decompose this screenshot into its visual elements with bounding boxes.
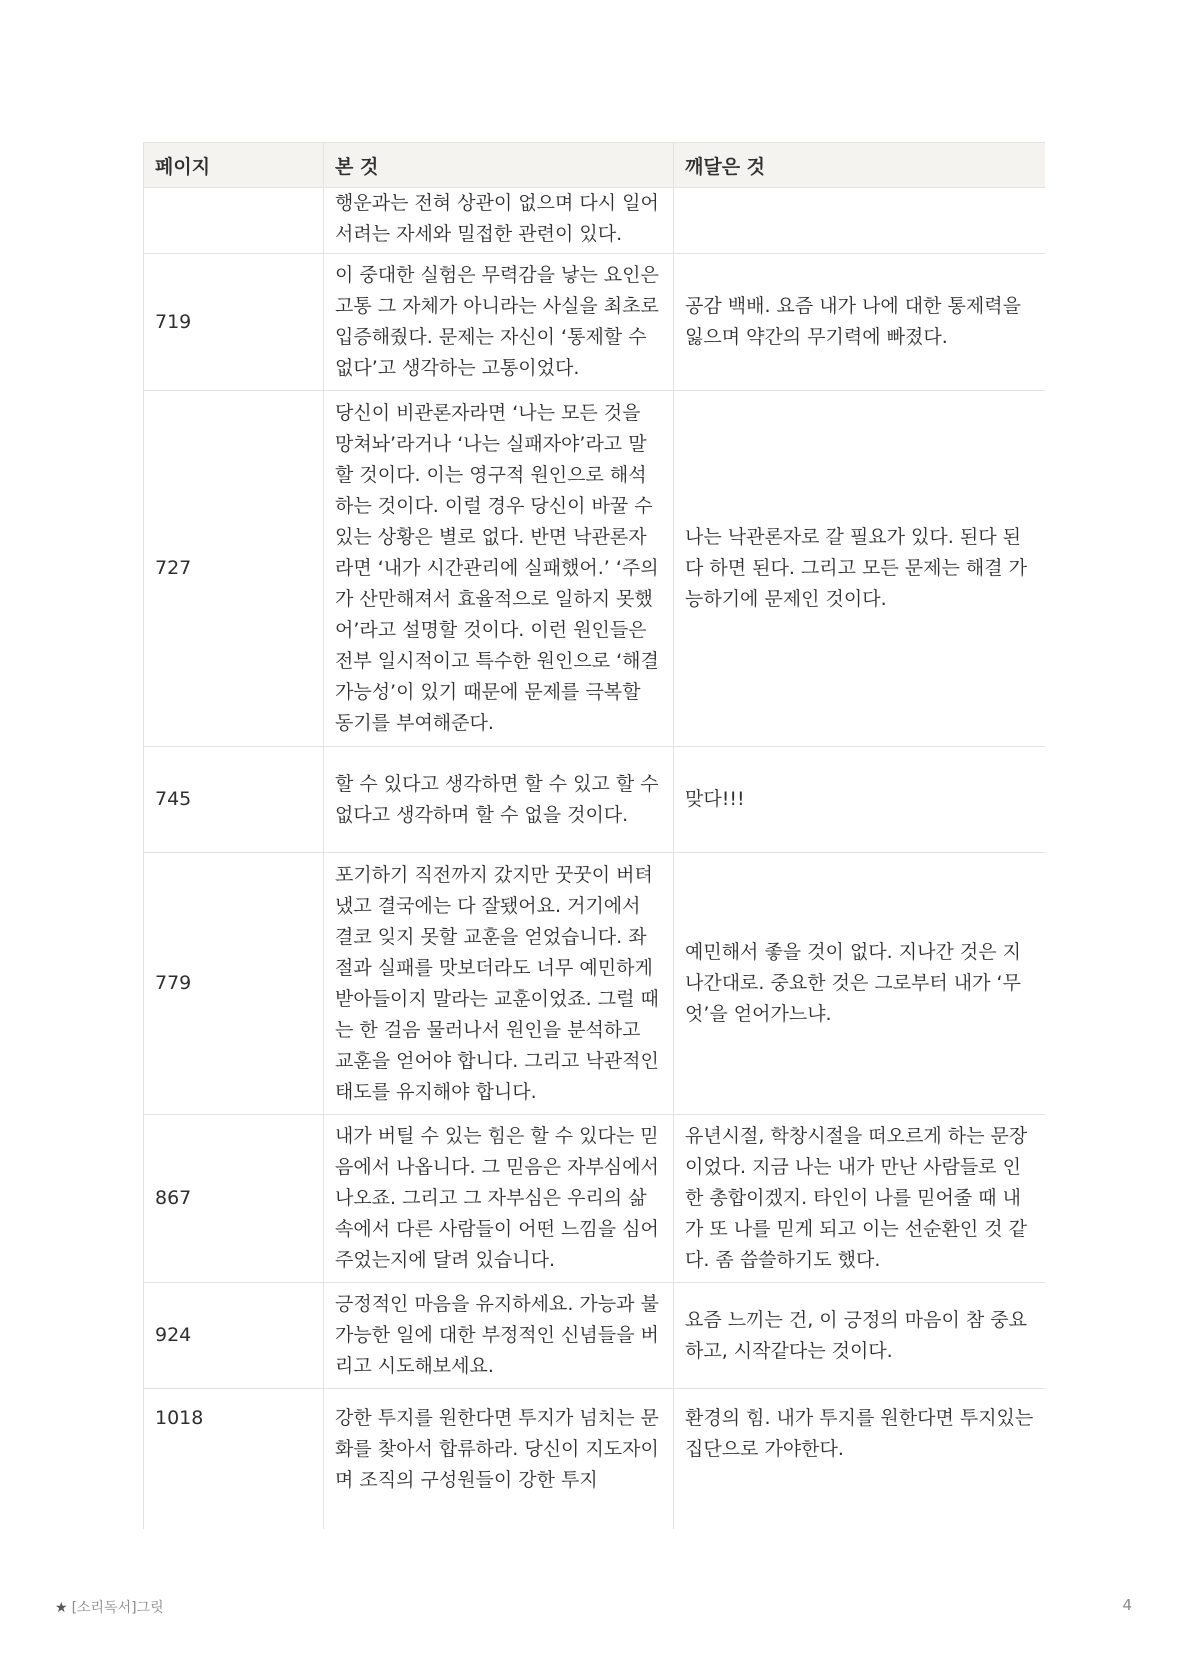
row-realized: 환경의 힘. 내가 투지를 원한다면 투지있는 집단으로 가야한다. <box>674 1389 1046 1530</box>
row-realized: 공감 백배. 요즘 내가 나에 대한 통제력을 잃으며 약간의 무기력에 빠졌다. <box>674 254 1046 391</box>
row-realized: 요즘 느끼는 건, 이 긍정의 마음이 참 중요하고, 시작같다는 것이다. <box>674 1283 1046 1389</box>
table-header-row <box>144 143 1046 188</box>
star-icon: ★ <box>55 1600 68 1616</box>
page-number: 4 <box>1122 1596 1132 1614</box>
table-row <box>144 254 1046 391</box>
row-realized: 나는 낙관론자로 갈 필요가 있다. 된다 된다 하면 된다. 그리고 모든 문제는 해결 가능하기에 문제인 것이다. <box>674 391 1046 747</box>
row-page: 1018 <box>144 1389 324 1530</box>
row-page: 867 <box>144 1115 324 1283</box>
header-page: 페이지 <box>144 143 324 188</box>
notes-table-wrapper <box>143 142 1045 1529</box>
table-row <box>144 1283 1046 1389</box>
document-footer-title <box>55 1597 164 1617</box>
table-row <box>144 1115 1046 1283</box>
row-seen: 행운과는 전혀 상관이 없으며 다시 일어서려는 자세와 밀접한 관련이 있다. <box>324 188 674 254</box>
table-row <box>144 853 1046 1115</box>
table-row <box>144 1389 1046 1530</box>
row-page: 779 <box>144 853 324 1115</box>
reading-notes-table <box>143 142 1045 1529</box>
document-title: [소리독서]그릿 <box>71 1600 164 1616</box>
row-seen: 이 중대한 실험은 무력감을 낳는 요인은 고통 그 자체가 아니라는 사실을 최초로 입증해줬다. 문제는 자신이 ‘통제할 수 없다’고 생각하는 고통이었다. <box>324 254 674 391</box>
row-page <box>144 188 324 254</box>
row-realized: 유년시절, 학창시절을 떠오르게 하는 문장이었다. 지금 나는 내가 만난 사람들로 인한 총합이겠지. 타인이 나를 믿어줄 때 내가 또 나를 믿게 되고 이는 선순환인 것 같다. 좀 씁쓸하기도 했다. <box>674 1115 1046 1283</box>
row-realized: 예민해서 좋을 것이 없다. 지나간 것은 지나간대로. 중요한 것은 그로부터 내가 ‘무엇’을 얻어가느냐. <box>674 853 1046 1115</box>
row-seen: 긍정적인 마음을 유지하세요. 가능과 불가능한 일에 대한 부정적인 신념들을 버리고 시도해보세요. <box>324 1283 674 1389</box>
table-row <box>144 747 1046 853</box>
row-realized: 맞다!!! <box>674 747 1046 853</box>
row-realized <box>674 188 1046 254</box>
row-page: 719 <box>144 254 324 391</box>
row-seen: 할 수 있다고 생각하면 할 수 있고 할 수 없다고 생각하며 할 수 없을 것이다. <box>324 747 674 853</box>
row-seen: 당신이 비관론자라면 ‘나는 모든 것을 망쳐놔’라거나 ‘나는 실패자야’라고 말할 것이다. 이는 영구적 원인으로 해석하는 것이다. 이럴 경우 당신이 바꿀 수 있는 상황은 별로 없다. 반면 낙관론자라면 ‘내가 시간관리에 실패했어.’ ‘주의가 산만해져서 효율적으로 일하지 못했어’라고 설명할 것이다. 이런 원인들은 전부 일시적이고 특수한 원인으로 ‘해결가능성’이 있기 때문에 문제를 극복할 동기를 부여해준다. <box>324 391 674 747</box>
row-seen: 포기하기 직전까지 갔지만 꿋꿋이 버텨냈고 결국에는 다 잘됐어요. 거기에서 결코 잊지 못할 교훈을 얻었습니다. 좌절과 실패를 맛보더라도 너무 예민하게 받아들이지 말라는 교훈이었죠. 그럴 때는 한 걸음 물러나서 원인을 분석하고 교훈을 얻어야 합니다. 그리고 낙관적인 태도를 유지해야 합니다. <box>324 853 674 1115</box>
table-row <box>144 188 1046 254</box>
row-page: 924 <box>144 1283 324 1389</box>
header-realized: 깨달은 것 <box>674 143 1046 188</box>
table-row <box>144 391 1046 747</box>
row-page: 727 <box>144 391 324 747</box>
row-seen: 강한 투지를 원한다면 투지가 넘치는 문화를 찾아서 합류하라. 당신이 지도자이며 조직의 구성원들이 강한 투지 <box>324 1389 674 1530</box>
row-seen: 내가 버틸 수 있는 힘은 할 수 있다는 믿음에서 나옵니다. 그 믿음은 자부심에서 나오죠. 그리고 그 자부심은 우리의 삶 속에서 다른 사람들이 어떤 느낌을 심어주었는지에 달려 있습니다. <box>324 1115 674 1283</box>
row-page: 745 <box>144 747 324 853</box>
header-seen: 본 것 <box>324 143 674 188</box>
